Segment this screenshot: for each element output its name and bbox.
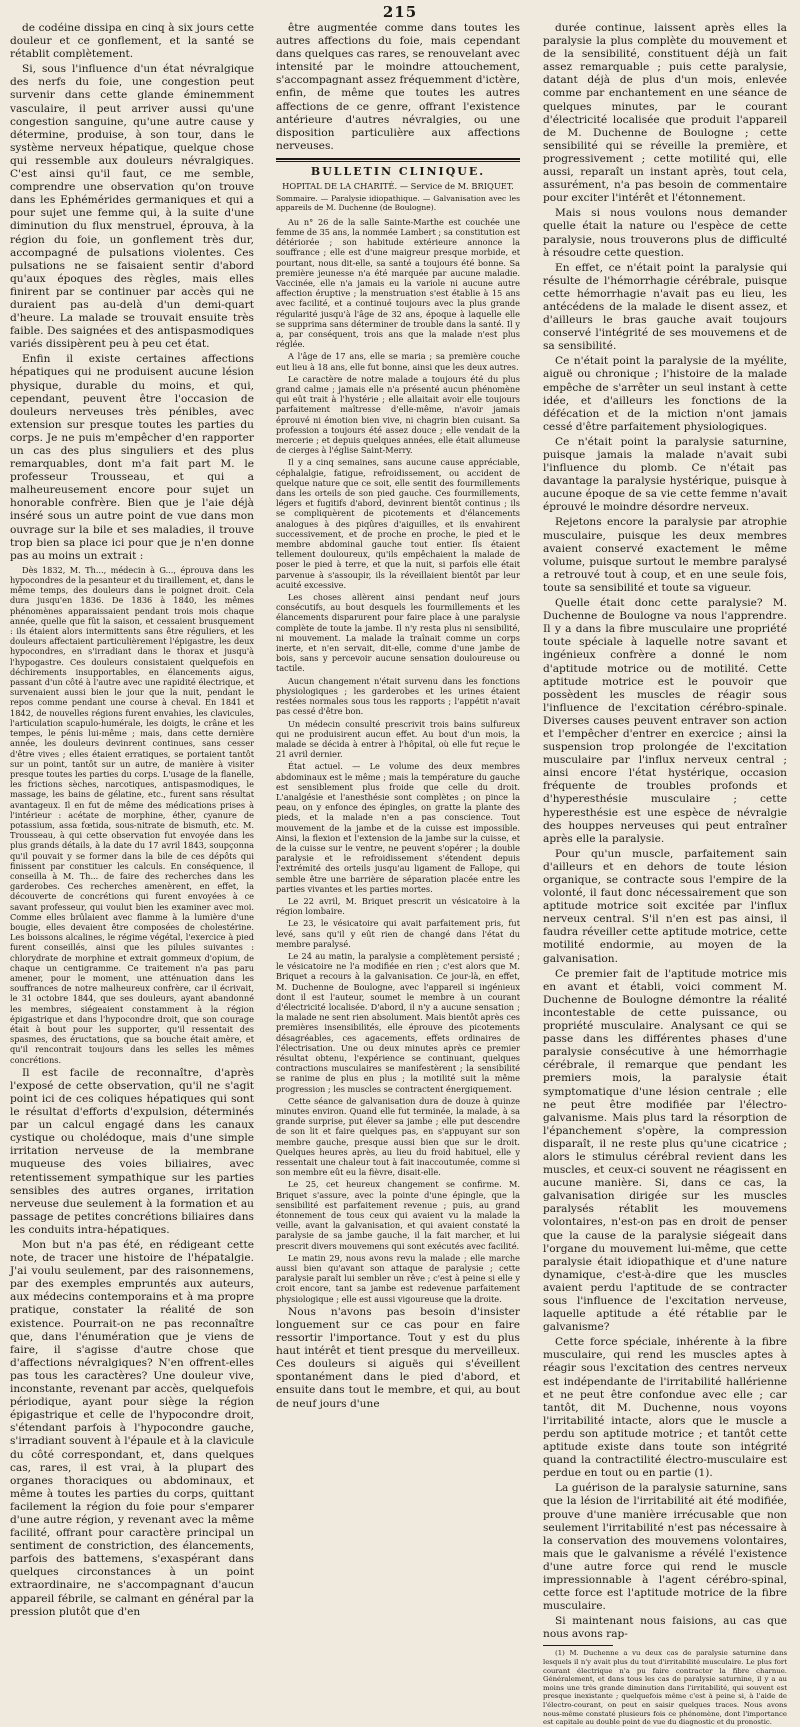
footnote [543, 1649, 787, 1726]
paragraph: Il est facile de reconnaître, d'après l'exposé de cette observation, qu'il ne s'agit point ici de ces coliques hépatiques qui sont le résultat d'efforts d'expulsion, déterminés par un calcul engagé dans les canaux cystique ou cholédoque, mais d'une simple irritation nerveuse de la membrane muqueuse des voies biliaires, avec retentissement sympathique sur les parties sensibles des autres organes, irritation nerveuse due seulement à la formation et au passage de petites concrétions biliaires dans les conduits intra-hépatiques. [10, 1066, 254, 1236]
paragraph: Le 22 avril, M. Briquet prescrit un vésicatoire à la région lombaire. [276, 895, 520, 917]
paragraph: Pour qu'un muscle, parfaitement sain d'ailleurs et en dehors de toute lésion organique, se contracte sous l'empire de la volonté, il faut donc nécessairement que son aptitude motrice soit excitée par l'influx nerveux central. S'il n'en est pas ainsi, il faudra réveiller cette aptitude motrice, cette motilité endormie, au moyen de la galvanisation. [543, 847, 787, 965]
paragraph: Ce n'était point la paralysie de la myélite, aiguë ou chronique ; l'histoire de la malade empêche de s'arrêter un seul instant à cette idée, et d'ailleurs les fonctions de la défécation et de la miction n'ont jamais cessé d'être parfaitement physiologiques. [543, 355, 787, 433]
paragraph: Mon but n'a pas été, en rédigeant cette note, de tracer une histoire de l'hépatalgie. J'ai voulu seulement, par des raisonnemens, par des exemples empruntés aux auteurs, aux médecins contemporains et à ma propre pratique, constater la réalité de son existence. Pourrait-on ne pas reconnaître que, dans l'énumération que je viens de faire, il s'agisse d'autre chose que d'affections névralgiques? N'en offrent-elles pas tous les caractères? Une douleur vive, inconstante, revenant par accès, quelquefois périodique, ayant pour siège la région épigastrique et celle de l'hypocondre droit, s'étendant parfois à l'hypocondre gauche, s'irradiant souvent à l'épaule et à la clavicule du côté correspondant, et, dans quelques cas, rares, il est vrai, à la plupart des organes thoraciques ou abdominaux, et même à toutes les parties du corps, quittant facilement la région du foie pour s'emparer d'une autre région, y revenant avec la même facilité, offrant pour caractère principal un sentiment de constriction, des élancements, parfois des battemens, s'exaspérant dans quelques circonstances à un point extraordinaire, ne s'accompagnant d'aucun appareil fébrile, se calmant en général par la pression plutôt que d'en [10, 1239, 254, 1618]
summary: Sommaire. — Paralysie idiopathique. — Galvanisation avec les appareils de M. Duchenne (de Boulogne). [276, 193, 520, 213]
paragraph: de codéine dissipa en cinq à six jours cette douleur et ce gonflement, et la santé se rétablit complètement. [10, 22, 254, 61]
section-divider [276, 158, 520, 160]
footnote-divider [543, 1645, 613, 1646]
commentary [276, 1306, 520, 1411]
clinical-report [276, 217, 520, 1304]
paragraph: La guérison de la paralysie saturnine, sans que la lésion de l'irritabilité ait été modifiée, prouve d'une manière irrécusable que non seulement l'irritabilité n'est pas nécessaire à la conservation des mouvemens volontaires, mais que le galvanisme a révélé l'existence d'une autre force qui rend le muscle impressionnable à l'agent cérébro-spinal, cette force est l'aptitude motrice de la fibre musculaire. [543, 1482, 787, 1613]
paragraph: État actuel. — Le volume des deux membres abdominaux est le même ; mais la température du gauche est sensiblement plus froide que celle du droit. L'analgésie et l'anesthésie sont complètes ; on pince la peau, on y enfonce des épingles, on gratte la plante des pieds, et la malade n'en a pas conscience. Tout mouvement de la jambe et de la cuisse est impossible. Ainsi, la flexion et l'extension de la jambe sur la cuisse, et de la cuisse sur le ventre, ne peuvent s'opérer ; la double paralysie et le refroidissement s'étendent depuis l'extrémité des orteils jusqu'au ligament de Fallope, qui semble être une barrière de séparation placée entre les parties vivantes et les parties mortes. [276, 761, 520, 894]
paragraph: A l'âge de 17 ans, elle se maria ; sa première couche eut lieu à 18 ans, elle fut bonne, ainsi que les deux autres. [276, 351, 520, 372]
paragraph: Les choses allèrent ainsi pendant neuf jours consécutifs, au bout desquels les fourmillements et les élancements disparurent pour faire place à une paralysie complète de toute la jambe. Il n'y resta plus ni sensibilité, ni mouvement. La malade la traînait comme un corps inerte, et n'en servait, dit-elle, comme d'une jambe de bois, sans y percevoir aucune sensation douloureuse ou tactile. [276, 592, 520, 674]
paragraph: Le 25, cet heureux changement se confirme. M. Briquet s'assure, avec la pointe d'une épingle, que la sensibilité est parfaitement revenue ; puis, au grand étonnement de tous ceux qui avaient vu la malade la veille, avant la galvanisation, et qui avaient constaté la paralysie de sa jambe gauche, il la fait marcher, et lui prescrit divers mouvemens qui sont exécutés avec facilité. [276, 1179, 520, 1251]
footnote-text: (1) M. Duchenne a vu deux cas de paralysie saturnine dans lesquels il n'y avait plus du tout d'irritabilité musculaire. Le plus fort courant électrique n'a pu faire contracter la fibre charnue. Généralement, et dans tous les cas de paralysie saturnine, il y a au moins une très grande diminution dans l'irritabilité, qui souvent est presque inexistante ; quelquefois même c'est à peine si, à l'aide de l'électro-courant, on peut en saisir quelques traces. Nous avons nous-même constaté plusieurs fois ce phénomène, dont l'importance est capitale au double point de vue du diagnostic et du pronostic. [543, 1649, 787, 1727]
section-title: BULLETIN CLINIQUE. [310, 164, 486, 178]
paragraph: Cette séance de galvanisation dura de douze à quinze minutes environ. Quand elle fut terminée, la malade, à sa grande surprise, put élever sa jambe ; elle put descendre de son lit et faire quelques pas, en s'appuyant sur son membre gauche, presque aussi bien que sur le droit. Quelques heures après, au lieu du froid habituel, elle y ressentait une chaleur tout à fait inaccoutumée, comme si son membre eût eu la fièvre, disait-elle. [276, 1095, 520, 1178]
intro-text [10, 22, 254, 563]
paragraph: Le 23, le vésicatoire qui avait parfaitement pris, fut levé, sans qu'il y eût rien de changé dans l'état du membre paralysé. [276, 918, 520, 949]
intro-text [276, 22, 520, 153]
section-divider [276, 161, 520, 162]
case-report [10, 565, 254, 1065]
paragraph: Ce premier fait de l'aptitude motrice mis en avant et établi, voici comment M. Duchenne de Boulogne démontre la réalité incontestable de cette puissance, ou propriété musculaire. Analysant ce qui se passe dans les différentes phases d'une paralysie consécutive à une hémorrhagie cérébrale, il remarque que pendant les premiers mois, la paralysie était symptomatique d'une lésion centrale ; elle ne peut être modifiée par l'électro-galvanisme. Mais plus tard la résorption de l'épanchement s'opère, la compression disparaît, il ne reste plus qu'une cicatrice ; alors le stimulus cérébral revient dans les muscles, et ceux-ci souvent ne réagissent en aucune manière. Si, dans ce cas, la galvanisation dirigée sur les muscles paralysés rétablit les mouvemens volontaires, n'est-on pas en droit de penser que la cause de la paralysie siégeait dans l'organe du mouvement lui-même, que cette paralysie était idiopathique et d'une nature dynamique, c'est-à-dire que les muscles avaient perdu l'aptitude de se contracter sous l'influence de l'excitation nerveuse, laquelle aptitude a été rétablie par le galvanisme? [543, 967, 787, 1334]
paragraph: durée continue, laissent après elles la paralysie la plus complète du mouvement et de la sensibilité, constituent déjà un fait assez remarquable ; puis cette paralysie, datant déjà de plus d'un mois, enlevée comme par enchantement en une séance de quelques minutes, par le courant d'électricité localisée que produit l'appareil de M. Duchenne de Boulogne ; cette sensibilité qui se réveille la première, et progressivement ; cette motilité qui, elle aussi, reparaît un instant après, tout cela, assurément, n'a pas besoin de commentaire pour exciter l'intérêt et l'étonnement. [543, 22, 787, 205]
paragraph: Si, sous l'influence d'un état névralgique des nerfs du foie, une congestion peut survenir dans cette glande éminemment vasculaire, il peut arriver aussi qu'une congestion sanguine, qu'une autre cause y détermine, produise, à son tour, dans le système nerveux hépatique, quelque chose qui ressemble aux douleurs névralgiques. C'est ainsi qu'il faut, ce me semble, comprendre une observation qu'on trouve dans les Ephémérides germaniques et qui a pour sujet une femme qui, à la suite d'une diminution du flux menstruel, éprouva, à la région du foie, un gonflement très dur, accompagné de pulsations violentes. Ces pulsations ne se faisaient sentir d'abord qu'aux époques des règles, mais elles finirent par se continuer par accès qui ne duraient pas au-delà d'un demi-quart d'heure. La malade se trouvait ensuite très faible. Des saignées et des antispasmodiques variés dissipèrent peu à peu cet état. [10, 63, 254, 351]
paragraph: Nous n'avons pas besoin d'insister longuement sur ce cas pour en faire ressortir l'importance. Tout y est du plus haut intérêt et tient presque du merveilleux. Ces douleurs si aiguës qui s'éveillent spontanément dans le pied d'abord, et ensuite dans tout le membre, et qui, au bout de neuf jours d'une [276, 1305, 520, 1410]
paragraph: Il y a cinq semaines, sans aucune cause appréciable, céphalalgie, fatigue, refroidissement, ou accident de quelque nature que ce soit, elle sentit des fourmillements dans les orteils de son pied gauche. Ces fourmillements, légers et fugitifs d'abord, devinrent bientôt continus ; ils se compliquèrent de picotements et d'élancements analogues à des piqûres d'aiguilles, et ils envahirent successivement, et de proche en proche, le pied et le membre abdominal gauche tout entier. Ils étaient tellement douloureux, qu'ils empêchaient la malade de poser le pied à terre, et que la nuit, si parfois elle était parvenue à s'assoupir, ils la réveillaient bientôt par leur acuité excessive. [276, 457, 520, 590]
paragraph: Le 24 au matin, la paralysie a complètement persisté ; le vésicatoire ne l'a modifiée en rien ; c'est alors que M. Briquet a recours à la galvanisation. Ce jour-là, en effet, M. Duchenne de Boulogne, avec l'appareil si ingénieux dont il est l'auteur, soumet le membre à un courant d'électricité localisée. D'abord, il n'y a aucune sensation ; la malade ne sent rien absolument. Mais bientôt après ces premières insensibilités, elle éprouve des picotements désagréables, ces agacements, effets ordinaires de l'électrisation. Une ou deux minutes après ce premier résultat obtenu, l'expérience se continuant, quelques contractions musculaires se manifestèrent ; la sensibilité se ranime de plus en plus ; la motilité suit la même progression ; les muscles se contractent énergiquement. [276, 950, 520, 1094]
paragraph: Le caractère de notre malade a toujours été du plus grand calme ; jamais elle n'a présenté aucun phénomène qui eût trait à l'hystérie ; elle allaitait avoir elle toujours parfaitement maîtresse d'elle-même, n'avoir jamais éprouvé ni émotion bien vive, ni chagrin bien cuisant. Sa profession a toujours été assez douce ; elle vendait de la mercerie ; et depuis quelques années, elle était allumeuse de cierges à l'église Saint-Merry. [276, 373, 520, 456]
hospital-heading: HOPITAL DE LA CHARITÉ. — Service de M. BRIQUET. [282, 180, 514, 191]
paragraph: Au n° 26 de la salle Sainte-Marthe est couchée une femme de 35 ans, la nommée Lambert ; sa constitution est détériorée ; son habitude extérieure annonce la souffrance ; elle est d'une maigreur presque morbide, et pourtant, nous dit-elle, sa santé a toujours été bonne. Sa première jeunesse n'a été marquée par aucune maladie. Vaccinée, elle n'a jamais eu la variole ni aucune autre affection éruptive ; la menstruation s'est établie à 15 ans avec facilité, et a continué toujours avec la plus grande régularité jusqu'à l'âge de 32 ans, époque à laquelle elle se supprima sans déterminer de trouble dans la santé. Il y a, par conséquent, trois ans que la malade n'est plus réglée. [276, 216, 520, 350]
column-2 [276, 22, 520, 1410]
paragraph: Si maintenant nous faisions, au cas que nous avons rap- [543, 1615, 787, 1641]
paragraph: En effet, ce n'était point la paralysie qui résulte de l'hémorrhagie cérébrale, puisque cette hémorrhagie n'avait pas eu lieu, les antécédens de la malade le disent assez, et d'ailleurs le bras gauche avait toujours conservé l'intégrité de ses mouvemens et de sa sensibilité. [543, 261, 787, 353]
paragraph: Ce n'était point la paralysie saturnine, puisque jamais la malade n'avait subi l'influence du plomb. Ce n'était pas davantage la paralysie hystérique, puisque à aucune époque de sa vie cette femme n'avait éprouvé le moindre désordre nerveux. [543, 435, 787, 514]
paragraph: Un médecin consulté prescrivit trois bains sulfureux qui ne produisirent aucun effet. Au bout d'un mois, la malade se décida à entrer à l'hôpital, où elle fut reçue le 21 avril dernier. [276, 718, 520, 760]
page-number: 215 [382, 3, 418, 21]
closing-text [10, 1067, 254, 1619]
paragraph: Cette force spéciale, inhérente à la fibre musculaire, qui rend les muscles aptes à réagir sous l'excitation des centres nerveux est indépendante de l'irritabilité hallérienne et ne peut être confondue avec elle ; car tantôt, dit M. Duchenne, nous voyons l'irritabilité intacte, alors que le muscle a perdu son aptitude motrice ; et tantôt cette aptitude existe dans toute son intégrité quand la contractilité électro-musculaire est perdue en tout ou en partie (1). [543, 1336, 787, 1480]
paragraph: Aucun changement n'était survenu dans les fonctions physiologiques ; les garderobes et les urines étaient restées normales sous tous les rapports ; l'appétit n'avait pas cessé d'être bon. [276, 675, 520, 717]
commentary [543, 22, 787, 1641]
column-3 [543, 22, 787, 1727]
paragraph: être augmentée comme dans toutes les autres affections du foie, mais cependant dans quelques cas rares, se renouvelant avec intensité par le moindre attouchement, s'accompagnant assez fréquemment d'ictère, enfin, de même que toutes les autres affections de ce genre, offrant l'existence antérieure d'autres névralgies, ou une disposition particulière aux affections nerveuses. [276, 22, 520, 152]
paragraph: Enfin il existe certaines affections hépatiques qui ne produisent aucune lésion physique, durable du moins, et qui, cependant, peuvent être l'occasion de douleurs nerveuses très pénibles, avec extension sur presque toutes les parties du corps. Je ne puis m'empêcher d'en rapporter un cas des plus singuliers et des plus remarquables, dont m'a fait part M. le professeur Trousseau, et qui a malheureusement encore pour sujet un honorable confrère. Bien que je l'aie déjà inséré sous un autre point de vue dans mon ouvrage sur la bile et ses maladies, il trouve trop bien sa place ici pour que je n'en donne pas au moins un extrait : [10, 353, 254, 562]
paragraph: Quelle était donc cette paralysie? M. Duchenne de Boulogne va nous l'apprendre. Il y a dans la fibre musculaire une propriété toute spéciale à laquelle notre savant et ingénieux confrère a donné le nom d'aptitude motrice ou de motilité. Cette aptitude motrice est le pouvoir que possèdent les muscles de réagir sous l'influence de l'excitation cérébro-spinale. Diverses causes peuvent entraver son action et l'empêcher d'entrer en exercice ; ainsi la suspension trop prolongée de l'excitation musculaire par l'influx nerveux central ; ainsi encore l'état hystérique, occasion fréquente de troubles profonds et d'hyperesthésie musculaire ; cette hyperesthésie est une espèce de névralgie des houppes nerveuses qui peut entraîner après elle la paralysie. [543, 597, 787, 845]
column-1 [10, 22, 254, 1618]
paragraph: Le matin 29, nous avons revu la malade ; elle marche aussi bien qu'avant son attaque de paralysie ; cette paralysie paraît lui sembler un rêve ; c'est à peine si elle y croit encore, tant sa jambe est redevenue parfaitement physiologique ; elle est aussi vigoureuse que la droite. [276, 1252, 520, 1304]
paragraph: Rejetons encore la paralysie par atrophie musculaire, puisque les deux membres avaient conservé exactement le même volume, puisque surtout le membre paralysé a retrouvé tout à coup, et en une seule fois, toute sa sensibilité et toute sa vigueur. [543, 516, 787, 594]
paragraph: Dès 1832, M. Th..., médecin à G..., éprouva dans les hypocondres de la pesanteur et du tiraillement, et, dans le même temps, des douleurs dans le poignet droit. Cela dura jusqu'en 1836. De 1836 à 1840, les mêmes phénomènes apparaissaient pendant trois mois chaque année, quelle que fût la saison, et cessaient brusquement : ils étaient alors intermittents sans être réguliers, et les douleurs affectaient particulièrement l'épigastre, les deux hypocondres, en s'irradiant dans le thorax et jusqu'à l'hypogastre. Ces douleurs consistaient quelquefois en déchirements insupportables, en élancements aigus, passant d'un côté à l'autre avec une rapidité électrique, et survenaient aussi bien le jour que la nuit, pendant le repos comme pendant une course à cheval. En 1841 et 1842, de nouvelles régions furent envahies, les clavicules, l'articulation scapulo-humérale, les doigts, le crâne et les tempes, le pénis lui-même ; mais, dans cette dernière année, les douleurs devinrent continues, sans cesser d'être vives ; elles étaient erratiques, se portaient tantôt sur un point, tantôt sur un autre, de manière à visiter presque toutes les parties du corps. L'usage de la flanelle, les frictions sèches, narcotiques, antispasmodiques, le massage, les bains de gélatine, etc., furent sans résultat avantageux. Il en fut de même des médications prises à l'intérieur : acétate de morphine, éther, cyanure de potassium, assa fœtida, sous-nitrate de bismuth, etc. M. Trousseau, à qui cette observation fut envoyée dans les plus grands détails, à la date du 17 avril 1843, soupçonna qu'il pouvait y se former dans la bile de ces dépôts qui finissent par constituer les calculs. En conséquence, il conseilla à M. Th... de faire des recherches dans les garderobes. Ces recherches amenèrent, en effet, la découverte de concrétions qui furent envoyées à ce savant professeur, qui voulut bien les examiner avec moi. Comme elles brûlaient avec flamme à la lumière d'une bougie, elles devaient être composées de cholestérine. Les boissons alcalines, le régime végétal, l'exercice à pied furent conseillés, ainsi que les pilules suivantes : chlorydrate de morphine et extrait gommeux d'opium, de chaque un centigramme. Ce traitement n'a pas paru amener, pour le moment, une atténuation dans les souffrances de notre malheureux confrère, car il écrivait, le 31 octobre 1844, que ses douleurs, ayant abandonné les membres, siégeaient constamment à la région épigastrique et dans l'hypocondre droit, que son courage était à bout pour les supporter, qu'il ressentait des spasmes, des éructations, que sa bouche était amère, et qu'il rencontrait toujours dans les selles les mêmes concrétions. [10, 564, 254, 1065]
paragraph: Mais si nous voulons nous demander quelle était la nature ou l'espèce de cette paralysie, nous trouverons plus de difficulté à résoudre cette question. [543, 207, 787, 259]
